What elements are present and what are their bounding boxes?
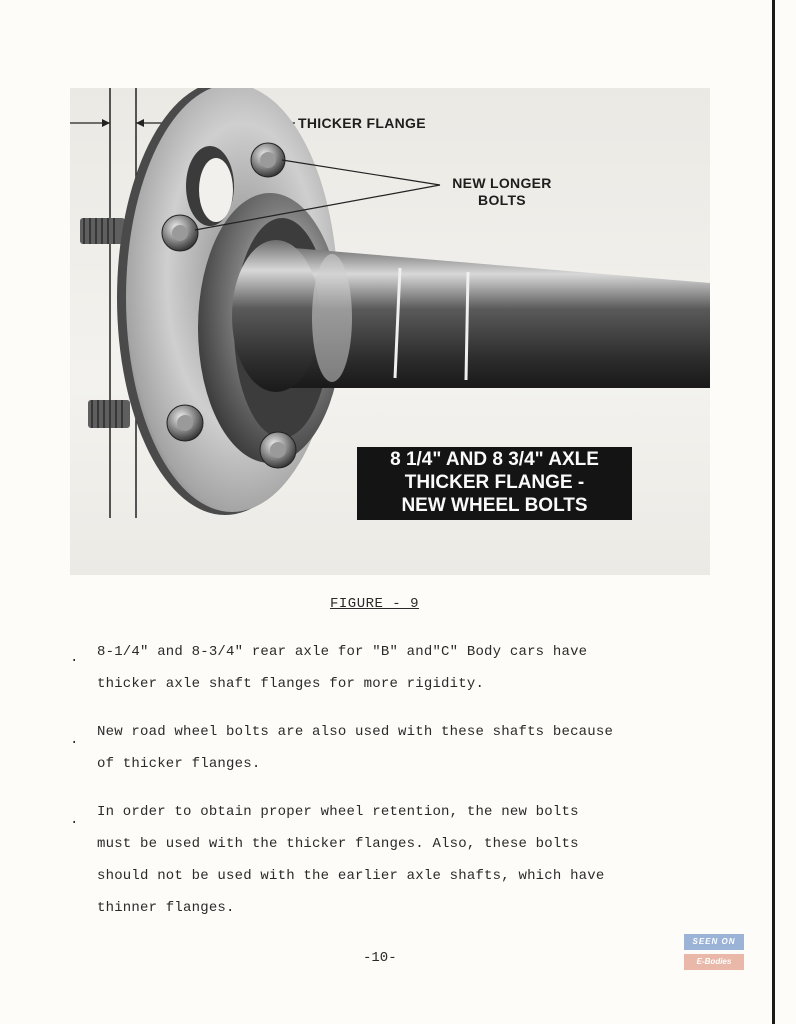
watermark-badge	[684, 934, 744, 973]
callout-new-longer-bolts	[442, 175, 562, 209]
bullet-paragraph-1	[97, 636, 707, 700]
bullet-2-line-1: New road wheel bolts are also used with these shafts because	[97, 724, 614, 740]
bullet-1-line-2: thicker axle shaft flanges for more rigidity.	[97, 676, 485, 692]
page-edge-line	[772, 0, 775, 1024]
bullet-3-line-4: thinner flanges.	[97, 900, 235, 916]
bullet-2-line-2: of thicker flanges.	[97, 756, 261, 772]
watermark-top: SEEN ON	[684, 934, 744, 950]
callout-new-longer-line2: BOLTS	[478, 192, 526, 208]
caption-line-3: NEW WHEEL BOLTS	[401, 495, 588, 516]
bullet-1-line-1: 8-1/4" and 8-3/4" rear axle for "B" and"C" Body cars have	[97, 644, 588, 660]
bullet-marker-3: .	[70, 812, 79, 828]
callout-new-longer-line1: NEW LONGER	[452, 175, 552, 191]
caption-line-1: 8 1/4" AND 8 3/4" AXLE	[390, 449, 599, 470]
bullet-3-line-3: should not be used with the earlier axle shafts, which have	[97, 868, 605, 884]
bullet-marker-2: .	[70, 732, 79, 748]
bullet-marker-1: .	[70, 650, 79, 666]
figure-label: FIGURE - 9	[330, 596, 420, 612]
bullet-3-line-1: In order to obtain proper wheel retention, the new bolts	[97, 804, 579, 820]
figure-caption-box	[357, 447, 632, 520]
watermark-bottom: E-Bodies	[684, 954, 744, 970]
caption-line-2: THICKER FLANGE -	[404, 472, 585, 493]
callout-thicker-flange: THICKER FLANGE	[298, 115, 426, 131]
bullet-paragraph-2	[97, 716, 707, 780]
bullet-3-line-2: must be used with the thicker flanges. Also, these bolts	[97, 836, 579, 852]
page-number: -10-	[363, 950, 397, 966]
bullet-paragraph-3	[97, 796, 707, 924]
